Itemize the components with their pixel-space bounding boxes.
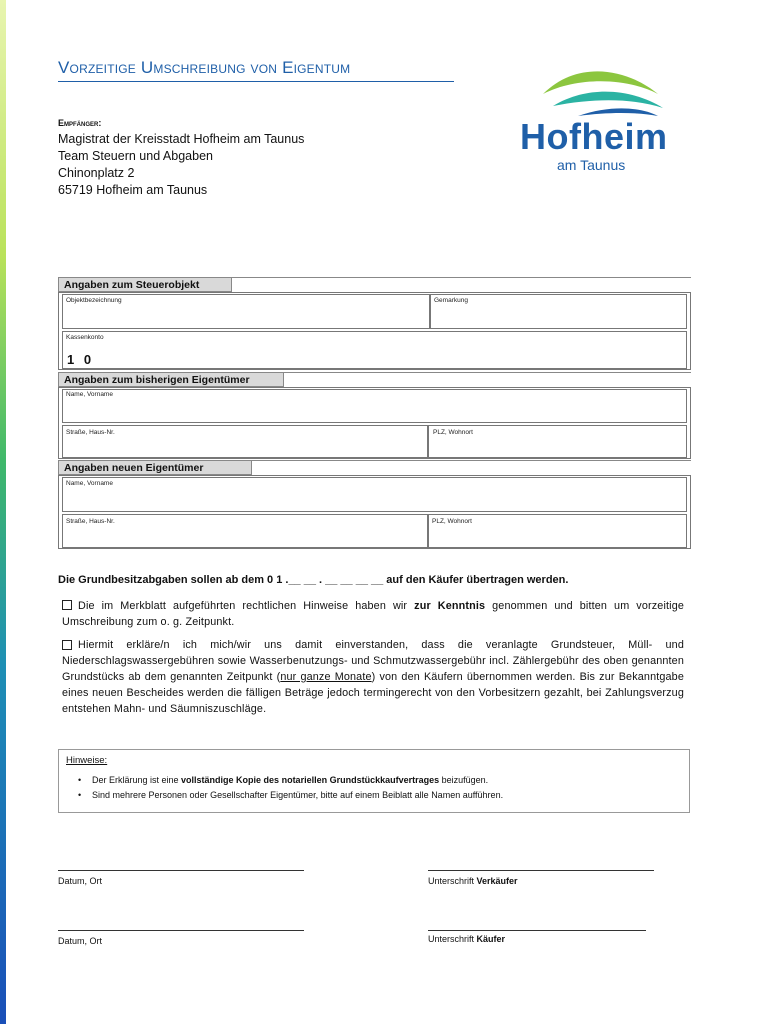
bisheriger-name-label: Name, Vorname	[66, 391, 113, 398]
page-title: Vorzeitige Umschreibung von Eigentum	[58, 58, 454, 82]
hinweise-list	[78, 773, 503, 803]
section-head-steuerobjekt: Angaben zum Steuerobjekt	[58, 277, 232, 292]
signature-line-datum-kaeufer[interactable]	[58, 930, 304, 931]
section-divider	[284, 372, 691, 373]
kassenkonto-field[interactable]	[62, 331, 687, 369]
unterschrift-kaeufer-label: Unterschrift Käufer	[428, 934, 506, 944]
logo-name: Hofheim	[520, 116, 668, 157]
neuer-plz-label: PLZ, Wohnort	[432, 518, 472, 525]
address-line: Magistrat der Kreisstadt Hofheim am Taunus	[58, 132, 305, 146]
unterschrift-verkaeufer-label: Unterschrift Verkäufer	[428, 876, 518, 886]
neuer-strasse-field[interactable]	[62, 514, 428, 548]
neuer-strasse-label: Straße, Haus-Nr.	[66, 518, 115, 525]
section-divider	[252, 460, 691, 461]
gemarkung-field[interactable]	[430, 294, 687, 329]
bisheriger-plz-label: PLZ, Wohnort	[433, 429, 473, 436]
neuer-name-label: Name, Vorname	[66, 480, 113, 487]
recipient-label: Empfänger:	[58, 118, 102, 128]
section-head-bisheriger: Angaben zum bisherigen Eigentümer	[58, 372, 284, 387]
datum-ort-label: Datum, Ort	[58, 936, 103, 946]
objektbezeichnung-label: Objektbezeichnung	[66, 297, 122, 304]
signature-line-kaeufer[interactable]	[428, 930, 646, 931]
bisheriger-strasse-field[interactable]	[62, 425, 428, 458]
address-line: Team Steuern und Abgaben	[58, 149, 213, 163]
address-line: Chinonplatz 2	[58, 166, 135, 180]
transfer-date-sentence: Die Grundbesitzabgaben sollen ab dem 0 1 .__ __ . __ __ __ __ auf den Käufer übertragen werden.	[58, 574, 569, 586]
section-divider	[232, 277, 691, 278]
logo-subtitle: am Taunus	[557, 157, 626, 173]
list-item: • Sind mehrere Personen oder Gesellschafter Eigentümer, bitte auf einem Beiblatt alle Namen aufführen.	[78, 790, 504, 800]
checkbox-einverstanden-text: Hiermit erkläre/n ich mich/wir uns damit einverstanden, dass die veranlagte Grundsteuer, Müll- und Niederschlagswassergebühren sowie Wasserbenutzungs- und Schmutzwassergebühr incl. Zählergebühr des oben genannten Grundstücks ab dem genannten Zeitpunkt (nur ganze Monate) von den Käufern übernommen werden. Bis zur Bekanntgabe eines neuen Bescheides werden die fälligen Beträge jedoch termingerecht von den Vorbesitzern gezahlt, bei Zahlungsverzug entstehen Mahn- und Säumniszuschläge.	[62, 639, 684, 715]
kassenkonto-value: 1 0	[67, 352, 95, 367]
hinweise-title: Hinweise:	[66, 755, 108, 766]
list-item: • Der Erklärung ist eine vollständige Kopie des notariellen Grundstückkaufvertrages beizufügen.	[78, 775, 489, 785]
bisheriger-name-field[interactable]	[62, 389, 687, 423]
checkbox-kenntnis-text: Die im Merkblatt aufgeführten rechtlichen Hinweise haben wir zur Kenntnis genommen und bitten um vorzeitige Umschreibung zum o. g. Zeitpunkt.	[62, 600, 685, 628]
address-line: 65719 Hofheim am Taunus	[58, 183, 208, 197]
section-head-neuer: Angaben neuen Eigentümer	[58, 460, 252, 475]
gemarkung-label: Gemarkung	[434, 297, 468, 304]
signature-line-datum-verkaeufer[interactable]	[58, 870, 304, 871]
edge-gradient-bar	[0, 0, 6, 1024]
datum-ort-label: Datum, Ort	[58, 876, 103, 886]
kassenkonto-label: Kassenkonto	[66, 334, 104, 341]
signature-line-verkaeufer[interactable]	[428, 870, 654, 871]
recipient-address	[58, 131, 304, 199]
bisheriger-strasse-label: Straße, Haus-Nr.	[66, 429, 115, 436]
neuer-name-field[interactable]	[62, 477, 687, 512]
